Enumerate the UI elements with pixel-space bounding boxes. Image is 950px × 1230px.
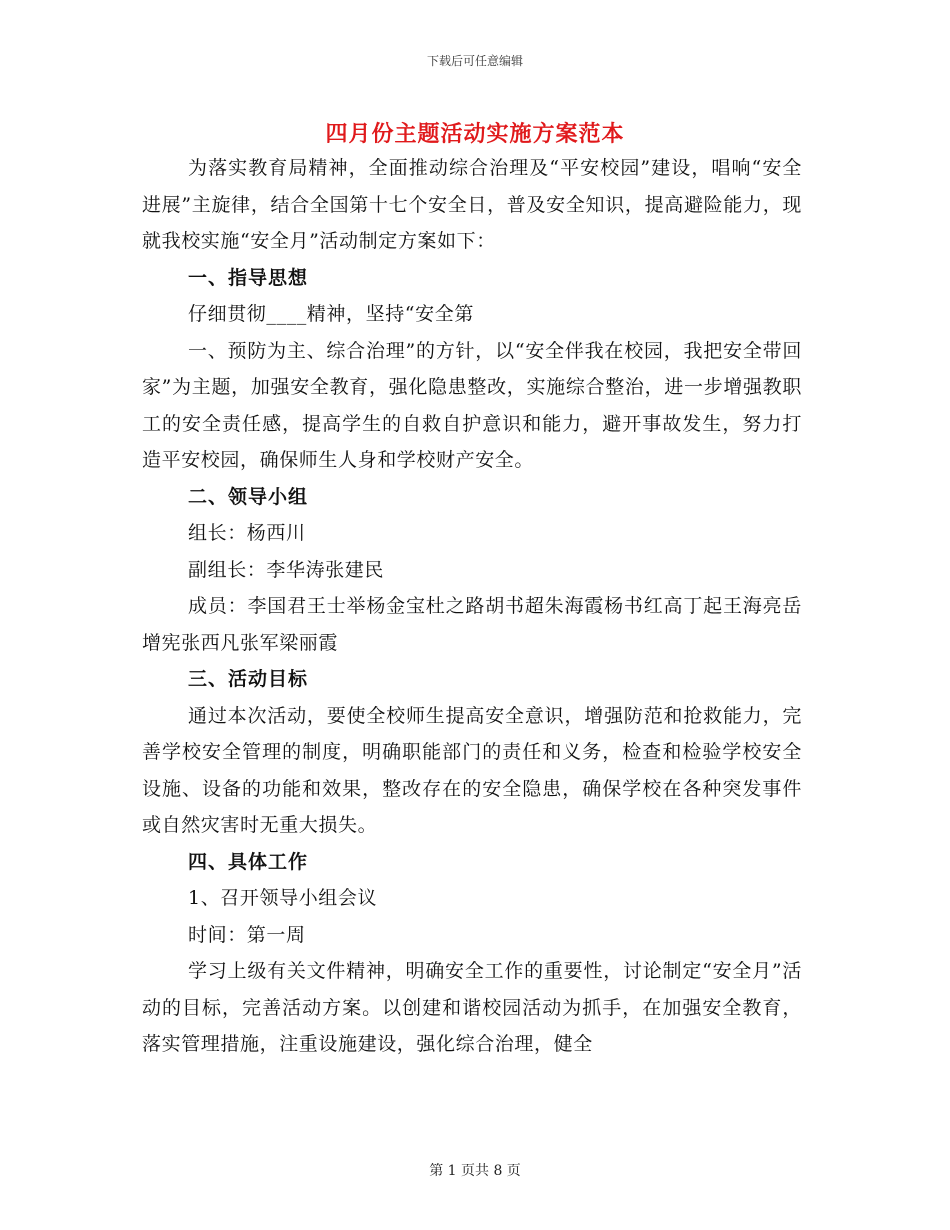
intro-paragraph: 为落实教育局精神，全面推动综合治理及“平安校园”建设，唱响“安全进展”主旋律，结合全国第十七个安全日，普及安全知识，提高避险能力，现就我校实施“安全月”活动制定方案如下： xyxy=(142,157,802,252)
paragraph: 仔细贯彻____精神，坚持“安全第 xyxy=(188,303,474,325)
document-title: 四月份主题活动实施方案范本 xyxy=(325,121,625,147)
page-footer: 第 1 页共 8 页 xyxy=(429,1163,521,1179)
section-heading-guiding-ideology: 一、指导思想 xyxy=(188,266,309,289)
section-heading-specific-work: 四、具体工作 xyxy=(188,850,309,873)
group-members: 成员：李国君王士举杨金宝杜之路胡书超朱海霞杨书红高丁起王海亮岳增宪张西凡张军梁丽霞 xyxy=(142,595,802,654)
section-heading-activity-goals: 三、活动目标 xyxy=(188,668,309,690)
document-body xyxy=(142,150,802,1063)
group-leader: 组长：杨西川 xyxy=(188,522,306,544)
deputy-group-leader: 副组长：李华涛张建民 xyxy=(188,558,385,581)
paragraph: 学习上级有关文件精神，明确安全工作的重要性，讨论制定“安全月”活动的目标，完善活动方案。以创建和谐校园活动为抓手，在加强安全教育，落实管理措施，注重设施建设，强化综合治理，健全 xyxy=(142,960,802,1055)
paragraph: 一、预防为主、综合治理”的方针，以“安全伴我在校园，我把安全带回家”为主题，加强安全教育，强化隐患整改，实施综合整治，进一步增强教职工的安全责任感，提高学生的自救自护意识和能力，避开事故发生，努力打造平安校园，确保师生人身和学校财产安全。 xyxy=(142,339,802,471)
work-item-time: 时间：第一周 xyxy=(188,923,306,946)
work-item-title: 1、召开领导小组会议 xyxy=(188,887,378,909)
page-header: 下载后可任意编辑 xyxy=(426,54,523,68)
paragraph: 通过本次活动，要使全校师生提高安全意识，增强防范和抢救能力，完善学校安全管理的制度，明确职能部门的责任和义务，检查和检验学校安全设施、设备的功能和效果，整改存在的安全隐患，确保学校在各种突发事件或自然灾害时无重大损失。 xyxy=(142,704,802,836)
section-heading-leadership-group: 二、领导小组 xyxy=(188,485,309,508)
